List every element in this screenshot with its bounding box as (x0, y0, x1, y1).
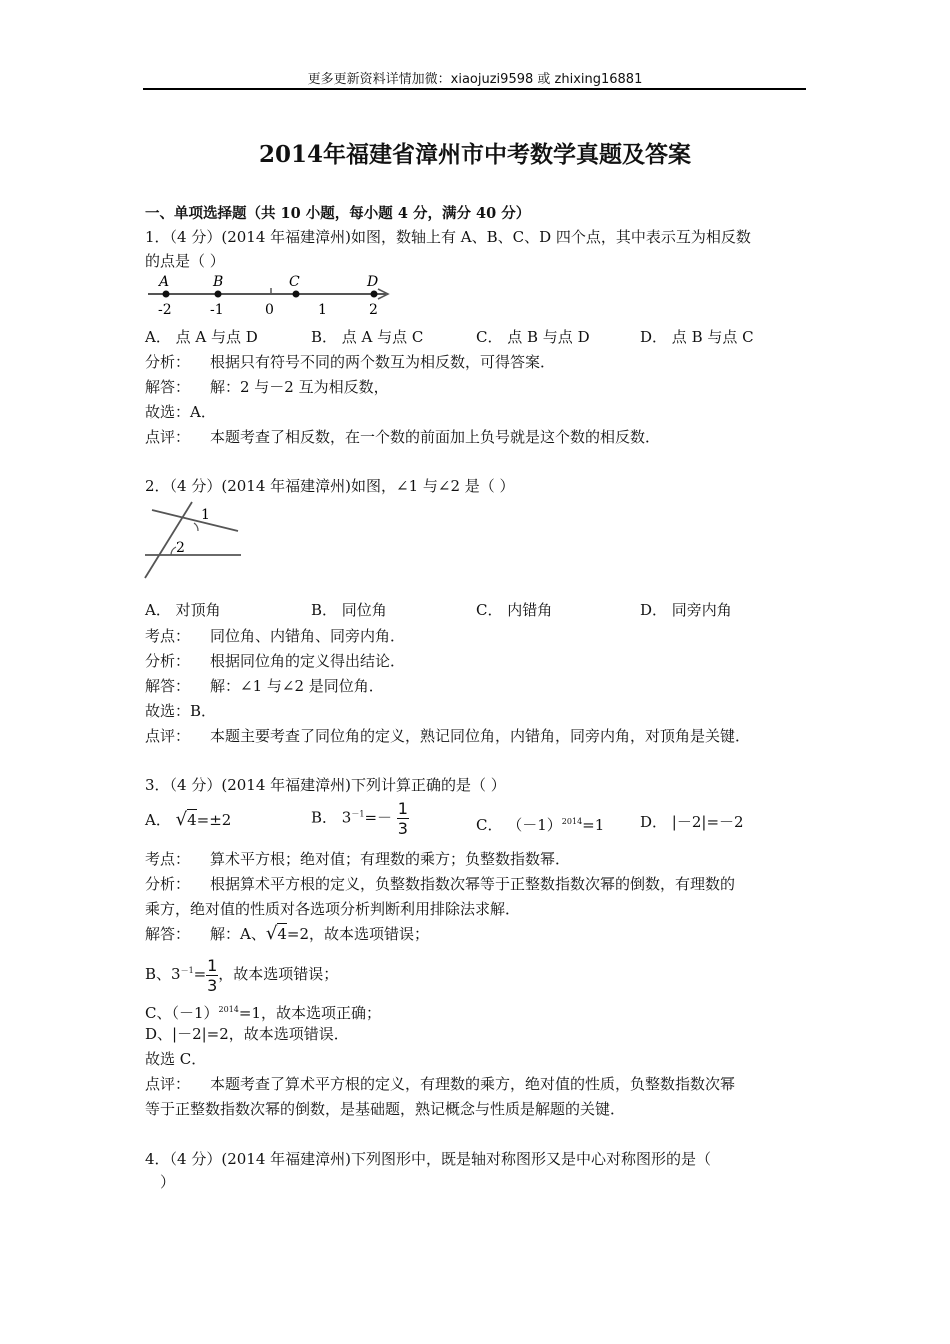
point-text: 算术平方根；绝对值；有理数的乘方；负整数指数幂． (210, 850, 571, 868)
q3-point (145, 849, 570, 869)
q1-option-c: C． 点 B 与点 D (476, 328, 590, 346)
q1-option-b: B． 点 A 与点 C (311, 328, 424, 346)
angle-2-label: 2 (176, 540, 185, 556)
q3-analysis-line1 (145, 874, 735, 894)
q3-comment-line2: 等于正整数指数次幂的倒数，是基础题，熟记概念与性质是解题的关键． (145, 1100, 626, 1118)
solution-text: 解：2 与－2 互为相反数， (210, 378, 389, 396)
comment-text: 本题主要考查了同位角的定义，熟记同位角，内错角，同旁内角，对顶角是关键． (210, 727, 751, 745)
analysis-text: 根据只有符号不同的两个数互为相反数，可得答案． (210, 353, 556, 371)
q1-number-line-figure (148, 270, 398, 320)
q1-option-d: D． 点 B 与点 C (640, 328, 754, 346)
tick-label: -1 (210, 302, 224, 318)
solution-label: 解答： (145, 677, 191, 695)
q1-option-a: A． 点 A 与点 D (145, 328, 258, 346)
q1-stem-line1: 1．（4 分）(2014 年福建漳州)如图，数轴上有 A、B、C、D 四个点，其中表示互为相反数 (145, 228, 751, 246)
q2-angle-figure (142, 500, 246, 582)
point-text: 同位角、内错角、同旁内角． (210, 627, 406, 645)
solution-label: 解答： (145, 378, 191, 396)
tick-label: 0 (265, 302, 274, 318)
comment-text: 本题考查了相反数，在一个数的前面加上负号就是这个数的相反数． (210, 428, 661, 446)
comment-label: 点评： (145, 428, 191, 446)
analysis-label: 分析： (145, 353, 191, 371)
q1-comment (145, 427, 660, 447)
point-label-a: A (159, 274, 170, 290)
q3-solution-c: C、$(-1)^{2014}=1$，故本选项正确； (145, 1004, 382, 1022)
radicand: 4 (277, 925, 287, 943)
comment-label: 点评： (145, 1075, 191, 1093)
tick-label: -2 (158, 302, 172, 318)
analysis-text: 根据算术平方根的定义，负整数指数次幂等于正整数指数次幂的倒数，有理数的 (210, 875, 736, 893)
q2-stem: 2．（4 分）(2014 年福建漳州)如图，∠1 与∠2 是（ ） (145, 477, 515, 495)
page-title: 2014年福建省漳州市中考数学真题及答案 (258, 141, 691, 168)
sqrt-symbol: √ (175, 809, 188, 830)
q3-stem: 3．（4 分）(2014 年福建漳州)下列计算正确的是（ ） (145, 776, 506, 794)
angle-1-label: 1 (201, 507, 210, 523)
q4-stem-line2: ） (160, 1173, 176, 1191)
solution-label: 解答： (145, 925, 191, 943)
tick-label: 2 (369, 302, 378, 318)
q1-solution (145, 377, 389, 397)
q3-option-b: B． $3^{-1}=-$ $\frac{1}{3}$ (311, 799, 408, 838)
point-label: 考点： (145, 850, 191, 868)
q2-option-d: D． 同旁内角 (640, 601, 732, 619)
q2-option-a: A． 对顶角 (145, 601, 221, 619)
q2-option-c: C． 内错角 (476, 601, 553, 619)
q2-analysis (145, 651, 405, 671)
q1-stem-line2: 的点是（ ） (145, 252, 225, 270)
q2-solution (145, 676, 384, 696)
point-label-b: B (213, 274, 224, 290)
q2-option-b: B． 同位角 (311, 601, 387, 619)
q3-choice: 故选 C． (145, 1050, 207, 1068)
radicand: 4 (187, 811, 197, 829)
analysis-text: 根据同位角的定义得出结论． (210, 652, 406, 670)
q4-stem-line1: 4．（4 分）(2014 年福建漳州)下列图形中，既是轴对称图形又是中心对称图形的是（ (145, 1150, 712, 1168)
q3-solution-b: B、$3^{-1}=$ $\frac{1}{3}$ ，故本选项错误； (145, 955, 339, 995)
q2-comment (145, 726, 750, 746)
q3-comment-line1 (145, 1074, 735, 1094)
section-heading: 一、单项选择题（共 10 小题，每小题 4 分，满分 40 分） (145, 205, 531, 222)
fraction-one-third: $\frac{1}{3}$ (207, 955, 218, 995)
analysis-label: 分析： (145, 875, 191, 893)
q1-choice: 故选：A． (145, 403, 216, 421)
comment-label: 点评： (145, 727, 191, 745)
q3-option-a: A． √4=±2 (145, 809, 232, 830)
point-label-c: C (289, 274, 300, 290)
tick-label: 1 (318, 302, 327, 318)
q3-solution-a: 解答： 解：A、√4=2，故本选项错误； (145, 923, 429, 944)
analysis-label: 分析： (145, 652, 191, 670)
q2-point (145, 626, 405, 646)
header-rule (143, 88, 806, 90)
point-label-d: D (367, 274, 379, 290)
header-text: 更多更新资料详情加微：xiaojuzi9598 或 zhixing16881 (307, 72, 643, 87)
q3-solution-d: D、|－2|=2，故本选项错误． (145, 1025, 349, 1043)
solution-text: 解：∠1 与∠2 是同位角． (210, 677, 384, 695)
q3-option-d: D． |－2|=－2 (640, 813, 744, 831)
q1-analysis (145, 352, 555, 372)
q3-option-c: C． $(-1)^{2014}=1$ (476, 816, 605, 834)
sqrt-symbol: √ (265, 923, 278, 944)
fraction-one-third: $\frac{1}{3}$ (397, 799, 408, 838)
point-label: 考点： (145, 627, 191, 645)
q2-choice: 故选：B． (145, 702, 217, 720)
q3-analysis-line2: 乘方，绝对值的性质对各选项分析判断利用排除法求解． (145, 900, 521, 918)
comment-text: 本题考查了算术平方根的定义，有理数的乘方，绝对值的性质，负整数指数次幂 (210, 1075, 736, 1093)
